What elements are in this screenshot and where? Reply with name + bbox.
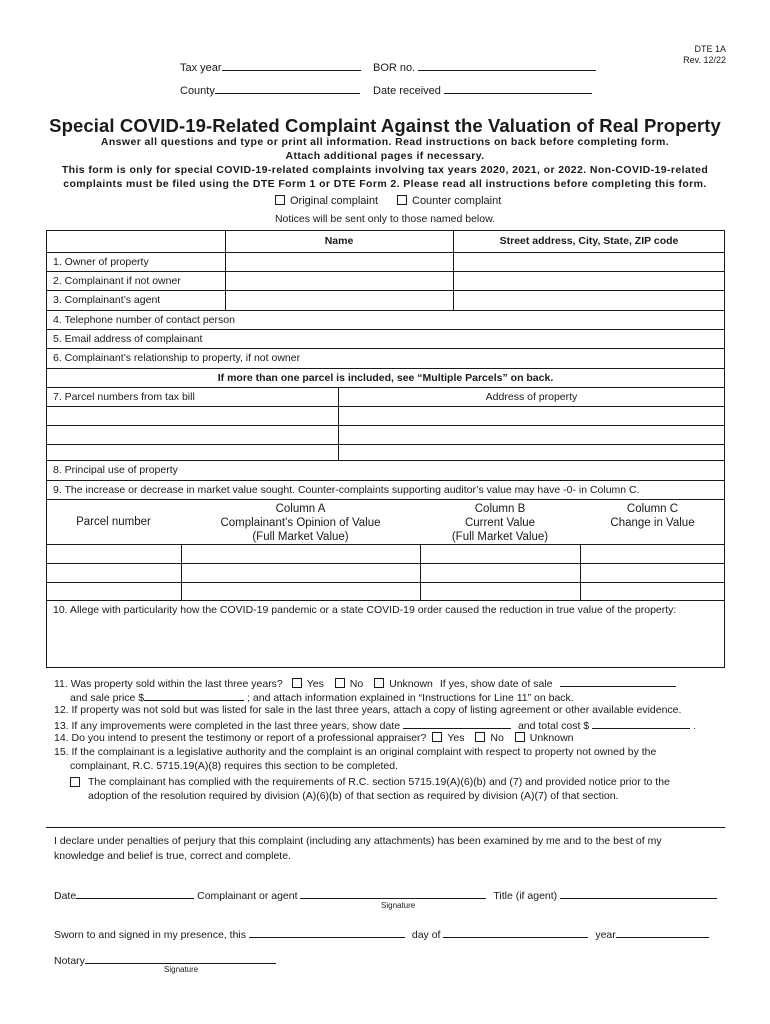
column-a-header: Column A Complainant’s Opinion of Value (Full Market Value) [220, 503, 381, 543]
multiple-parcels-note: If more than one parcel is included, see “Multiple Parcels” on back. [217, 372, 554, 384]
original-complaint-option[interactable]: Original complaint [275, 195, 378, 207]
notary-row: Notary [54, 953, 276, 967]
principal-use-label: 8. Principal use of property [53, 464, 178, 476]
notices-note: Notices will be sent only to those named below. [274, 213, 496, 225]
compliance-checkbox[interactable] [70, 777, 80, 787]
counter-complaint-checkbox[interactable] [397, 195, 407, 205]
tax-year-input[interactable] [222, 60, 361, 71]
instruction-line-1: Answer all questions and type or print all information. Read instructions on back before completing form. [100, 136, 670, 148]
compliance-option[interactable] [70, 777, 85, 789]
instruction-line-4: complaints must be filed using the DTE Form 1 or DTE Form 2. Please read all instructions before completing this form. [63, 178, 707, 190]
instruction-line-3: This form is only for special COVID-19-related complaints involving tax years 2020, 2021, or 2022. Non-COVID-19-related [61, 164, 709, 176]
question-11: 11. Was property sold within the last three years? Yes No Unknown If yes, show date of sale [54, 676, 676, 690]
sworn-year-input[interactable] [616, 927, 709, 938]
telephone-label: 4. Telephone number of contact person [53, 314, 235, 326]
declaration-line-2: knowledge and belief is true, correct and complete. [54, 850, 291, 862]
notary-signature-input[interactable] [85, 953, 276, 964]
q11-yes-checkbox[interactable] [292, 678, 302, 688]
question-15-continued: complainant, R.C. 5715.19(A)(8) requires this section to be completed. [70, 760, 398, 772]
owner-label: 1. Owner of property [53, 256, 149, 268]
column-b-header: Column B Current Value (Full Market Value) [451, 503, 549, 543]
sworn-month-input[interactable] [443, 927, 588, 938]
county-field: County [180, 83, 360, 97]
instruction-line-2: Attach additional pages if necessary. [285, 150, 485, 162]
address-column-header: Street address, City, State, ZIP code [499, 235, 679, 247]
q14-yes-checkbox[interactable] [432, 732, 442, 742]
question-13: 13. If any improvements were completed in the last three years, show date and total cost $ . [54, 720, 696, 732]
parcel-number-header: Parcel number [76, 516, 151, 528]
sworn-row: Sworn to and signed in my presence, this day of year [54, 927, 709, 941]
agent-title-input[interactable] [560, 888, 717, 899]
compliance-text-2: adoption of the resolution required by division (A)(6)(b) of that section as required by division (A)(7) of that section. [88, 790, 619, 802]
form-id [683, 44, 726, 66]
relationship-label: 6. Complainant’s relationship to property, if not owner [53, 352, 301, 364]
sworn-day-input[interactable] [249, 927, 405, 938]
q11-no-checkbox[interactable] [335, 678, 345, 688]
bor-no-field: BOR no. [373, 60, 596, 74]
email-label: 5. Email address of complainant [53, 333, 203, 345]
signature-caption: Signature [381, 901, 416, 910]
original-complaint-checkbox[interactable] [275, 195, 285, 205]
signature-date-input[interactable] [76, 888, 194, 899]
form-number: DTE 1A [694, 44, 726, 54]
form-title: Special COVID-19-Related Complaint Against the Valuation of Real Property [49, 115, 721, 136]
date-signature-row: Date Complainant or agent Title (if agent) [54, 888, 717, 902]
q11-unknown-checkbox[interactable] [374, 678, 384, 688]
complainant-label: 2. Complainant if not owner [53, 275, 181, 287]
compliance-text-1: The complainant has complied with the requirements of R.C. section 5715.19(A)(6)(b) and (7) and provided notice prior to the [88, 776, 670, 788]
form-revision: Rev. 12/22 [683, 55, 726, 65]
question-11-price: and sale price $ ; and attach information explained in “Instructions for Line 11” on back. [70, 692, 574, 704]
column-c-header: Column C Change in Value [610, 503, 695, 529]
question-15: 15. If the complainant is a legislative authority and the complaint is an original complaint with respect to property not owned by the [54, 746, 657, 758]
covid-reduction-label: 10. Allege with particularity how the COVID-19 pandemic or a state COVID-19 order caused the reduction in true value of the property: [53, 604, 677, 616]
declaration-line-1: I declare under penalties of perjury that this complaint (including any attachments) has been examined by me and to the best of my [54, 835, 662, 847]
improvement-cost-input[interactable] [592, 718, 690, 729]
date-received-field: Date received [373, 83, 592, 97]
sale-price-input[interactable] [144, 690, 244, 701]
county-input[interactable] [215, 83, 360, 94]
agent-label: 3. Complainant’s agent [53, 294, 161, 306]
address-of-property-label: Address of property [485, 391, 578, 403]
question-12: 12. If property was not sold but was listed for sale in the last three years, attach a copy of listing agreement or other available evidence. [54, 704, 682, 716]
parcel-numbers-label: 7. Parcel numbers from tax bill [53, 391, 195, 403]
notary-signature-caption: Signature [164, 965, 199, 974]
sale-date-input[interactable] [560, 676, 676, 687]
market-value-sought-label: 9. The increase or decrease in market value sought. Counter-complaints supporting auditor’s value may have -0- in Column C. [53, 484, 640, 496]
bor-no-input[interactable] [418, 60, 596, 71]
question-14: 14. Do you intend to present the testimony or report of a professional appraiser? Yes No Unknown [54, 732, 574, 744]
improvement-date-input[interactable] [403, 718, 511, 729]
complainant-signature-input[interactable] [300, 888, 486, 899]
q14-unknown-checkbox[interactable] [515, 732, 525, 742]
date-received-input[interactable] [444, 83, 592, 94]
q14-no-checkbox[interactable] [475, 732, 485, 742]
counter-complaint-option[interactable]: Counter complaint [397, 195, 501, 207]
name-column-header: Name [324, 235, 354, 247]
tax-year-field: Tax year [180, 60, 361, 74]
